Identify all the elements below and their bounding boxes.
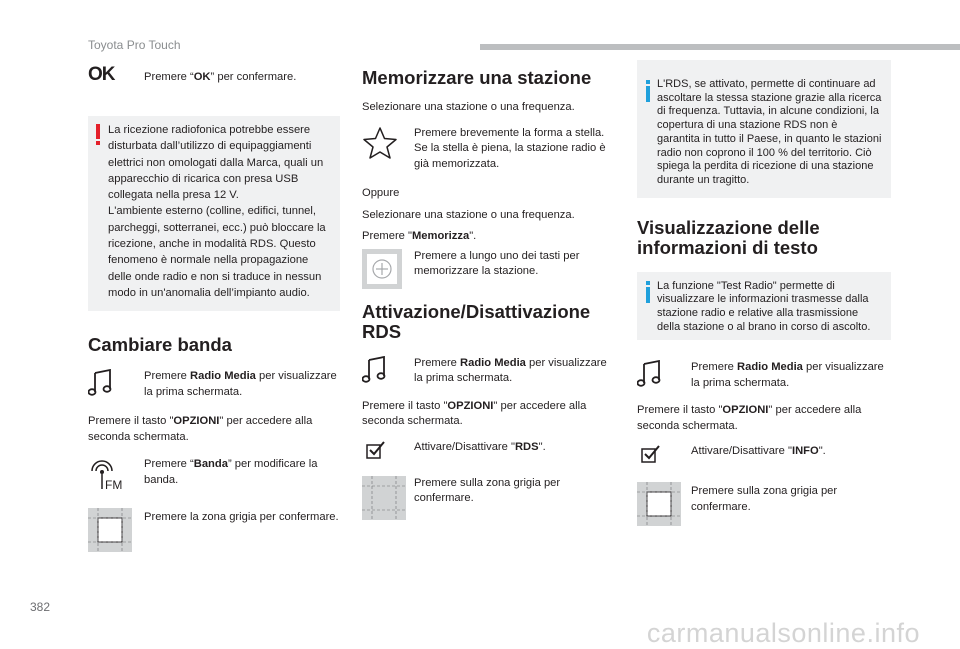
rds-toggle-text: Attivare/Disattivare "RDS". bbox=[414, 440, 546, 453]
section-title-testo: Visualizzazione delle informazioni di testo bbox=[637, 216, 820, 258]
column-3 bbox=[637, 60, 891, 515]
section-title-memorizzare: Memorizzare una stazione bbox=[362, 67, 592, 88]
info-box-rds bbox=[637, 60, 891, 198]
checkbox-icon bbox=[366, 440, 386, 460]
text-step-radio-media bbox=[637, 360, 891, 391]
step-confirm bbox=[88, 508, 340, 538]
step-star bbox=[362, 126, 616, 173]
select-station-text-2: Selezionare una stazione o una frequenza. bbox=[362, 208, 575, 221]
or-text: Oppure bbox=[362, 187, 400, 199]
step-long-press-text: Premere a lungo uno dei tasti per memorizzare la stazione. bbox=[414, 249, 580, 277]
section-title-rds: Attivazione/Disattivazione RDS bbox=[362, 300, 591, 342]
warning-icon bbox=[94, 124, 102, 146]
rds-options-text: Premere il tasto "OPZIONI" per accedere alla seconda schermata. bbox=[362, 399, 587, 427]
text-confirm-step bbox=[637, 482, 891, 515]
music-note-icon bbox=[88, 369, 114, 397]
rds-confirm-text: Premere sulla zona grigia per confermare. bbox=[414, 476, 561, 504]
column-2 bbox=[362, 68, 616, 507]
rds-step-radio-media-text: Premere Radio Media per visualizzare la prima schermata. bbox=[414, 356, 607, 384]
grey-zone-icon bbox=[637, 482, 681, 526]
music-note-icon bbox=[362, 356, 388, 384]
rds-step-radio-media bbox=[362, 356, 616, 387]
step-confirm-text: Premere la zona grigia per confermare. bbox=[144, 511, 339, 524]
rds-confirm-step bbox=[362, 476, 616, 507]
step-banda bbox=[88, 457, 340, 492]
add-preset-icon bbox=[362, 249, 402, 289]
grey-zone-icon bbox=[362, 476, 406, 520]
column-1 bbox=[88, 60, 340, 538]
rds-toggle-step bbox=[362, 440, 616, 464]
grey-zone-icon bbox=[88, 508, 132, 552]
page-number: 382 bbox=[30, 600, 51, 614]
svg-text:FM: FM bbox=[105, 478, 123, 492]
ok-step bbox=[88, 60, 340, 100]
step-star-text: Premere brevemente la forma a stella. Se la stella è piena, la stazione radio è già memorizzata. bbox=[414, 126, 606, 170]
step-banda-text: Premere “Banda” per modificare la banda. bbox=[144, 458, 318, 486]
watermark: carmanualsonline.info bbox=[646, 618, 920, 648]
text-confirm-text: Premere sulla zona grigia per confermare. bbox=[691, 485, 838, 513]
music-note-icon bbox=[637, 360, 663, 388]
info-rds-text: L'RDS, se attivato, permette di continuare ad ascoltare la stessa stazione grazie alla ricerca di frequenza. Tuttavia, in alcune condizioni, la copertura di una stazione RDS non è garantita in tutto il Paese, in quanto le stazioni radio non coprono il 100 % del territorio. Ciò spiega la perdita di ricezione di una stazione durante un tragitto. bbox=[657, 78, 882, 186]
star-icon bbox=[362, 126, 398, 160]
press-memorizza-text: Premere "Memorizza". bbox=[362, 230, 477, 242]
select-station-text: Selezionare una stazione o una frequenza. bbox=[362, 101, 575, 113]
warning-box bbox=[88, 116, 340, 311]
section-title-cambiare-banda: Cambiare banda bbox=[88, 334, 232, 356]
info-icon bbox=[645, 281, 651, 303]
radio-fm-icon bbox=[88, 457, 128, 491]
step-radio-media bbox=[88, 369, 340, 400]
step-radio-media-text: Premere Radio Media per visualizzare la prima schermata. bbox=[144, 370, 337, 398]
text-options-text: Premere il tasto "OPZIONI" per accedere alla seconda schermata. bbox=[637, 404, 862, 432]
options-step-text: Premere il tasto "OPZIONI" per accedere alla seconda schermata. bbox=[88, 415, 313, 443]
step-long-press bbox=[362, 249, 616, 280]
header-bar bbox=[480, 44, 960, 50]
text-step-radio-media-text: Premere Radio Media per visualizzare la prima schermata. bbox=[691, 361, 884, 389]
ok-icon: OK bbox=[88, 64, 115, 85]
checkbox-icon bbox=[641, 444, 661, 464]
info-text-radio-text: La funzione "Test Radio" permette di visualizzare le informazioni trasmesse dalla stazione radio e relative alla trasmissione della stazione o al brano in corso di ascolto. bbox=[657, 279, 871, 333]
ok-step-text: Premere “OK” per confermare. bbox=[144, 71, 297, 83]
info-icon bbox=[645, 80, 651, 102]
warning-text: La ricezione radiofonica potrebbe essere disturbata dall’utilizzo di equipaggiamenti elettrici non omologati dalla Marca, quali un apparecchio di ricarica con presa USB collegata nella presa 12 V. L'ambiente esterno (colline, edifici, tunnel, parcheggi, sotterranei, ecc.) può bloccare la ricezione, anche in modalità RDS. Questo fenomeno è normale nella propagazione delle onde radio e non si traduce in nessun modo in un'anomalia dell’impianto audio. bbox=[108, 124, 326, 299]
header-title: Toyota Pro Touch bbox=[88, 38, 181, 52]
info-toggle-text: Attivare/Disattivare "INFO". bbox=[691, 445, 826, 458]
info-toggle-step bbox=[637, 444, 891, 468]
info-box-text-radio bbox=[637, 272, 891, 341]
